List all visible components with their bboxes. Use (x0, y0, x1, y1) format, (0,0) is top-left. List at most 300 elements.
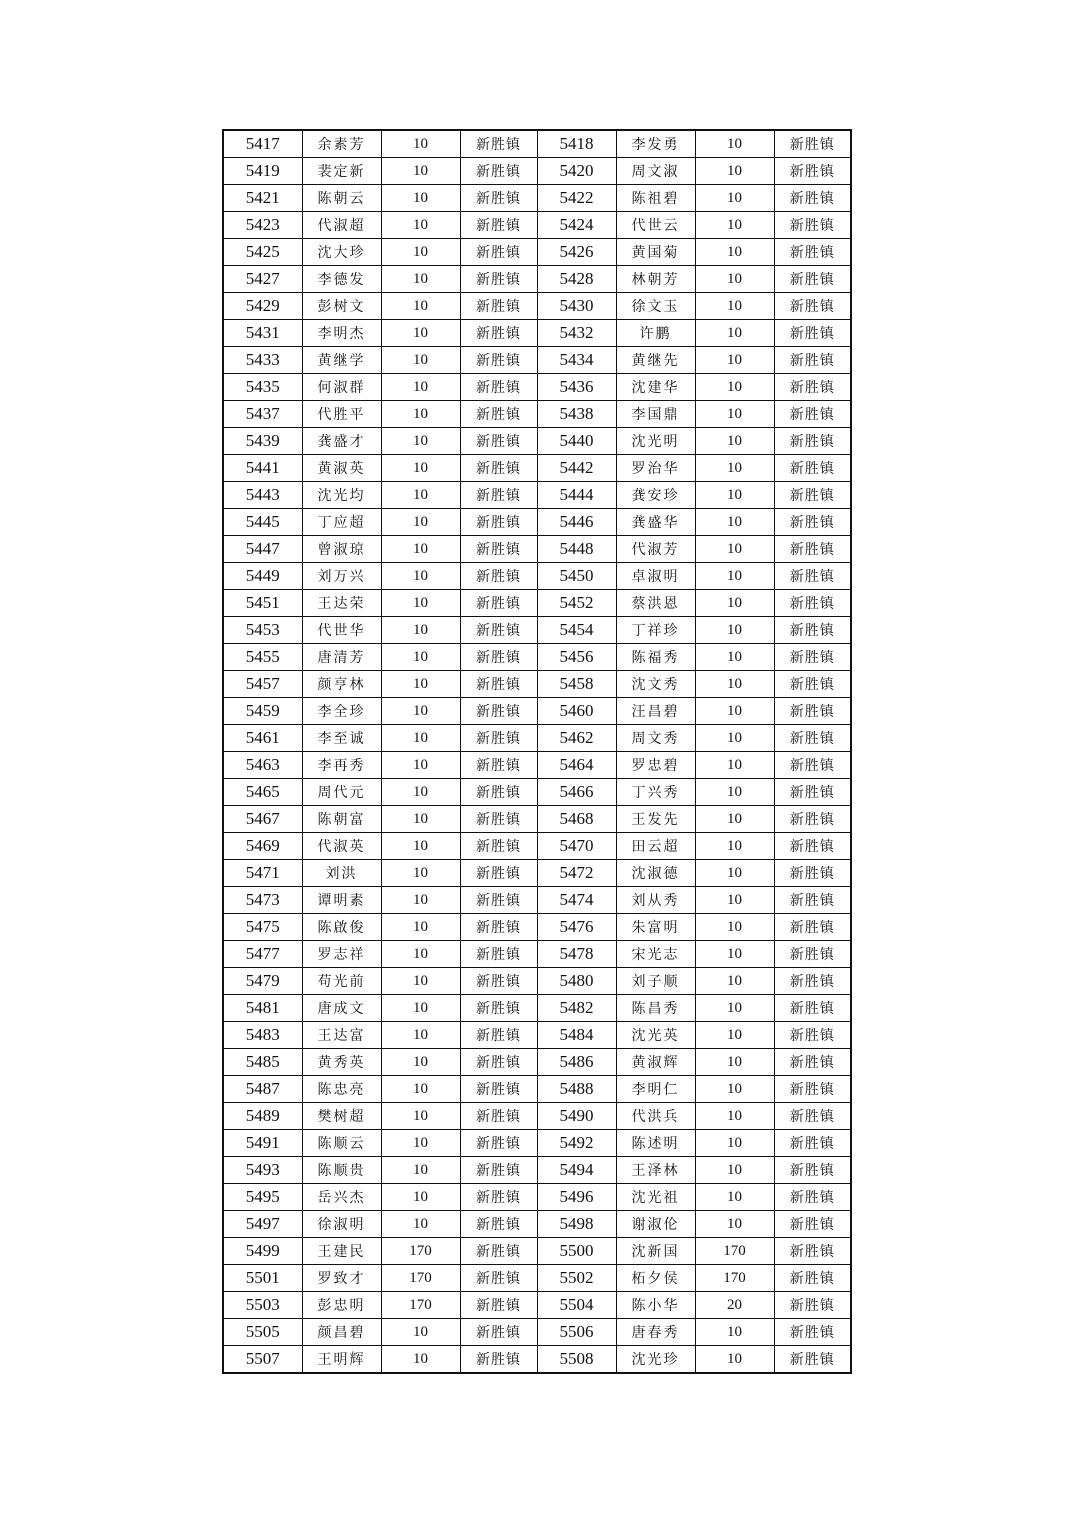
town-name-cell: 新胜镇 (774, 536, 851, 563)
record-number-cell: 5474 (537, 887, 616, 914)
town-name-cell: 新胜镇 (774, 1049, 851, 1076)
amount-cell: 10 (381, 509, 460, 536)
record-number-cell: 5423 (223, 212, 302, 239)
record-number-cell: 5488 (537, 1076, 616, 1103)
person-name-cell: 苟光前 (302, 968, 381, 995)
record-number-cell: 5491 (223, 1130, 302, 1157)
record-number-cell: 5436 (537, 374, 616, 401)
record-number-cell: 5441 (223, 455, 302, 482)
amount-cell: 10 (695, 1049, 774, 1076)
record-number-cell: 5440 (537, 428, 616, 455)
amount-cell: 10 (381, 374, 460, 401)
person-name-cell: 李至诚 (302, 725, 381, 752)
town-name-cell: 新胜镇 (774, 1130, 851, 1157)
record-number-cell: 5493 (223, 1157, 302, 1184)
town-name-cell: 新胜镇 (460, 887, 537, 914)
person-name-cell: 刘万兴 (302, 563, 381, 590)
person-name-cell: 曾淑琼 (302, 536, 381, 563)
record-number-cell: 5497 (223, 1211, 302, 1238)
amount-cell: 10 (695, 590, 774, 617)
table-row (223, 1265, 851, 1292)
record-number-cell: 5481 (223, 995, 302, 1022)
person-name-cell: 何淑群 (302, 374, 381, 401)
record-number-cell: 5460 (537, 698, 616, 725)
person-name-cell: 李发勇 (616, 130, 695, 158)
record-number-cell: 5438 (537, 401, 616, 428)
record-number-cell: 5457 (223, 671, 302, 698)
person-name-cell: 陈小华 (616, 1292, 695, 1319)
person-name-cell: 颜昌碧 (302, 1319, 381, 1346)
record-number-cell: 5494 (537, 1157, 616, 1184)
town-name-cell: 新胜镇 (774, 374, 851, 401)
person-name-cell: 陈祖碧 (616, 185, 695, 212)
town-name-cell: 新胜镇 (774, 1157, 851, 1184)
record-number-cell: 5490 (537, 1103, 616, 1130)
amount-cell: 170 (381, 1292, 460, 1319)
town-name-cell: 新胜镇 (460, 158, 537, 185)
amount-cell: 10 (381, 185, 460, 212)
town-name-cell: 新胜镇 (460, 482, 537, 509)
person-name-cell: 唐成文 (302, 995, 381, 1022)
town-name-cell: 新胜镇 (774, 914, 851, 941)
person-name-cell: 陈昌秀 (616, 995, 695, 1022)
person-name-cell: 岳兴杰 (302, 1184, 381, 1211)
table-row (223, 1022, 851, 1049)
table-row (223, 1346, 851, 1374)
town-name-cell: 新胜镇 (460, 1157, 537, 1184)
person-name-cell: 罗志祥 (302, 941, 381, 968)
person-name-cell: 龚安珍 (616, 482, 695, 509)
town-name-cell: 新胜镇 (774, 212, 851, 239)
amount-cell: 10 (695, 1022, 774, 1049)
record-number-cell: 5473 (223, 887, 302, 914)
record-number-cell: 5507 (223, 1346, 302, 1374)
table-row (223, 1076, 851, 1103)
record-number-cell: 5466 (537, 779, 616, 806)
table-row (223, 995, 851, 1022)
amount-cell: 10 (381, 941, 460, 968)
person-name-cell: 李明仁 (616, 1076, 695, 1103)
table-row (223, 347, 851, 374)
amount-cell: 10 (381, 671, 460, 698)
amount-cell: 10 (381, 1103, 460, 1130)
record-number-cell: 5458 (537, 671, 616, 698)
town-name-cell: 新胜镇 (460, 995, 537, 1022)
amount-cell: 10 (695, 563, 774, 590)
record-number-cell: 5432 (537, 320, 616, 347)
table-row (223, 1130, 851, 1157)
town-name-cell: 新胜镇 (460, 941, 537, 968)
amount-cell: 10 (381, 779, 460, 806)
person-name-cell: 代世云 (616, 212, 695, 239)
town-name-cell: 新胜镇 (460, 1130, 537, 1157)
amount-cell: 10 (695, 644, 774, 671)
record-number-cell: 5465 (223, 779, 302, 806)
person-name-cell: 丁祥珍 (616, 617, 695, 644)
amount-cell: 10 (695, 185, 774, 212)
town-name-cell: 新胜镇 (460, 968, 537, 995)
record-number-cell: 5452 (537, 590, 616, 617)
amount-cell: 10 (381, 995, 460, 1022)
amount-cell: 10 (381, 698, 460, 725)
amount-cell: 10 (381, 130, 460, 158)
amount-cell: 10 (695, 1211, 774, 1238)
person-name-cell: 颜亨林 (302, 671, 381, 698)
amount-cell: 10 (695, 995, 774, 1022)
town-name-cell: 新胜镇 (460, 914, 537, 941)
person-name-cell: 李再秀 (302, 752, 381, 779)
amount-cell: 170 (695, 1238, 774, 1265)
person-name-cell: 沈大珍 (302, 239, 381, 266)
town-name-cell: 新胜镇 (460, 1265, 537, 1292)
amount-cell: 10 (695, 725, 774, 752)
person-name-cell: 蔡洪恩 (616, 590, 695, 617)
town-name-cell: 新胜镇 (774, 239, 851, 266)
record-number-cell: 5506 (537, 1319, 616, 1346)
roster-table (222, 129, 852, 1374)
table-row (223, 1238, 851, 1265)
town-name-cell: 新胜镇 (774, 833, 851, 860)
amount-cell: 10 (381, 401, 460, 428)
record-number-cell: 5456 (537, 644, 616, 671)
amount-cell: 10 (381, 239, 460, 266)
record-number-cell: 5467 (223, 806, 302, 833)
record-number-cell: 5421 (223, 185, 302, 212)
person-name-cell: 罗治华 (616, 455, 695, 482)
person-name-cell: 王达荣 (302, 590, 381, 617)
town-name-cell: 新胜镇 (774, 887, 851, 914)
town-name-cell: 新胜镇 (460, 401, 537, 428)
person-name-cell: 黄国菊 (616, 239, 695, 266)
record-number-cell: 5453 (223, 617, 302, 644)
person-name-cell: 沈淑德 (616, 860, 695, 887)
table-row (223, 1184, 851, 1211)
town-name-cell: 新胜镇 (774, 1022, 851, 1049)
record-number-cell: 5419 (223, 158, 302, 185)
record-number-cell: 5487 (223, 1076, 302, 1103)
person-name-cell: 刘从秀 (616, 887, 695, 914)
record-number-cell: 5472 (537, 860, 616, 887)
table-row (223, 1211, 851, 1238)
town-name-cell: 新胜镇 (460, 1076, 537, 1103)
person-name-cell: 陈顺云 (302, 1130, 381, 1157)
amount-cell: 10 (695, 1076, 774, 1103)
person-name-cell: 林朝芳 (616, 266, 695, 293)
town-name-cell: 新胜镇 (774, 401, 851, 428)
town-name-cell: 新胜镇 (460, 212, 537, 239)
town-name-cell: 新胜镇 (460, 239, 537, 266)
record-number-cell: 5459 (223, 698, 302, 725)
amount-cell: 10 (381, 914, 460, 941)
record-number-cell: 5461 (223, 725, 302, 752)
record-number-cell: 5501 (223, 1265, 302, 1292)
amount-cell: 10 (695, 239, 774, 266)
person-name-cell: 黄淑辉 (616, 1049, 695, 1076)
person-name-cell: 沈光祖 (616, 1184, 695, 1211)
record-number-cell: 5480 (537, 968, 616, 995)
town-name-cell: 新胜镇 (460, 428, 537, 455)
record-number-cell: 5477 (223, 941, 302, 968)
amount-cell: 10 (695, 671, 774, 698)
record-number-cell: 5496 (537, 1184, 616, 1211)
person-name-cell: 彭忠明 (302, 1292, 381, 1319)
record-number-cell: 5444 (537, 482, 616, 509)
amount-cell: 10 (695, 1319, 774, 1346)
table-row (223, 509, 851, 536)
amount-cell: 10 (381, 347, 460, 374)
table-row (223, 644, 851, 671)
person-name-cell: 许鹏 (616, 320, 695, 347)
table-row (223, 482, 851, 509)
table-row (223, 130, 851, 158)
amount-cell: 10 (381, 590, 460, 617)
person-name-cell: 刘洪 (302, 860, 381, 887)
town-name-cell: 新胜镇 (774, 941, 851, 968)
town-name-cell: 新胜镇 (460, 130, 537, 158)
person-name-cell: 沈光珍 (616, 1346, 695, 1374)
town-name-cell: 新胜镇 (774, 428, 851, 455)
town-name-cell: 新胜镇 (774, 130, 851, 158)
record-number-cell: 5485 (223, 1049, 302, 1076)
town-name-cell: 新胜镇 (774, 509, 851, 536)
table-row (223, 239, 851, 266)
record-number-cell: 5439 (223, 428, 302, 455)
person-name-cell: 谭明素 (302, 887, 381, 914)
record-number-cell: 5431 (223, 320, 302, 347)
table-row (223, 860, 851, 887)
town-name-cell: 新胜镇 (774, 1103, 851, 1130)
amount-cell: 10 (381, 563, 460, 590)
amount-cell: 10 (695, 212, 774, 239)
town-name-cell: 新胜镇 (774, 671, 851, 698)
table-row (223, 590, 851, 617)
table-row (223, 698, 851, 725)
amount-cell: 10 (381, 158, 460, 185)
amount-cell: 10 (695, 617, 774, 644)
amount-cell: 10 (381, 1130, 460, 1157)
record-number-cell: 5449 (223, 563, 302, 590)
person-name-cell: 陈朝富 (302, 806, 381, 833)
town-name-cell: 新胜镇 (460, 1292, 537, 1319)
person-name-cell: 罗忠碧 (616, 752, 695, 779)
person-name-cell: 田云超 (616, 833, 695, 860)
record-number-cell: 5503 (223, 1292, 302, 1319)
table-row (223, 1292, 851, 1319)
town-name-cell: 新胜镇 (774, 563, 851, 590)
town-name-cell: 新胜镇 (774, 1076, 851, 1103)
person-name-cell: 李明杰 (302, 320, 381, 347)
town-name-cell: 新胜镇 (460, 320, 537, 347)
record-number-cell: 5429 (223, 293, 302, 320)
table-row (223, 536, 851, 563)
town-name-cell: 新胜镇 (774, 590, 851, 617)
record-number-cell: 5483 (223, 1022, 302, 1049)
record-number-cell: 5433 (223, 347, 302, 374)
person-name-cell: 代洪兵 (616, 1103, 695, 1130)
amount-cell: 10 (381, 320, 460, 347)
person-name-cell: 彭树文 (302, 293, 381, 320)
person-name-cell: 沈光明 (616, 428, 695, 455)
person-name-cell: 王发先 (616, 806, 695, 833)
table-row (223, 806, 851, 833)
record-number-cell: 5495 (223, 1184, 302, 1211)
person-name-cell: 柘夕侯 (616, 1265, 695, 1292)
town-name-cell: 新胜镇 (460, 509, 537, 536)
person-name-cell: 刘子顺 (616, 968, 695, 995)
amount-cell: 10 (381, 1211, 460, 1238)
table-row (223, 671, 851, 698)
amount-cell: 10 (695, 266, 774, 293)
record-number-cell: 5455 (223, 644, 302, 671)
record-number-cell: 5434 (537, 347, 616, 374)
person-name-cell: 余素芳 (302, 130, 381, 158)
person-name-cell: 唐清芳 (302, 644, 381, 671)
town-name-cell: 新胜镇 (460, 374, 537, 401)
record-number-cell: 5454 (537, 617, 616, 644)
table-row (223, 1319, 851, 1346)
person-name-cell: 徐文玉 (616, 293, 695, 320)
person-name-cell: 陈朝云 (302, 185, 381, 212)
person-name-cell: 朱富明 (616, 914, 695, 941)
amount-cell: 10 (381, 1076, 460, 1103)
record-number-cell: 5500 (537, 1238, 616, 1265)
record-number-cell: 5446 (537, 509, 616, 536)
table-row (223, 617, 851, 644)
record-number-cell: 5442 (537, 455, 616, 482)
amount-cell: 10 (695, 887, 774, 914)
record-number-cell: 5484 (537, 1022, 616, 1049)
amount-cell: 10 (381, 887, 460, 914)
town-name-cell: 新胜镇 (460, 779, 537, 806)
person-name-cell: 丁应超 (302, 509, 381, 536)
town-name-cell: 新胜镇 (460, 1184, 537, 1211)
town-name-cell: 新胜镇 (460, 1238, 537, 1265)
table-row (223, 779, 851, 806)
town-name-cell: 新胜镇 (460, 455, 537, 482)
town-name-cell: 新胜镇 (774, 1346, 851, 1374)
person-name-cell: 代淑芳 (616, 536, 695, 563)
person-name-cell: 黄秀英 (302, 1049, 381, 1076)
person-name-cell: 李德发 (302, 266, 381, 293)
town-name-cell: 新胜镇 (774, 779, 851, 806)
town-name-cell: 新胜镇 (774, 293, 851, 320)
person-name-cell: 唐春秀 (616, 1319, 695, 1346)
person-name-cell: 王泽林 (616, 1157, 695, 1184)
amount-cell: 10 (381, 1184, 460, 1211)
record-number-cell: 5508 (537, 1346, 616, 1374)
town-name-cell: 新胜镇 (460, 752, 537, 779)
town-name-cell: 新胜镇 (774, 1211, 851, 1238)
record-number-cell: 5471 (223, 860, 302, 887)
record-number-cell: 5422 (537, 185, 616, 212)
table-row (223, 428, 851, 455)
amount-cell: 10 (381, 1346, 460, 1374)
record-number-cell: 5450 (537, 563, 616, 590)
record-number-cell: 5479 (223, 968, 302, 995)
record-number-cell: 5470 (537, 833, 616, 860)
amount-cell: 10 (695, 914, 774, 941)
town-name-cell: 新胜镇 (460, 1049, 537, 1076)
amount-cell: 10 (695, 428, 774, 455)
amount-cell: 10 (695, 1157, 774, 1184)
amount-cell: 10 (381, 266, 460, 293)
person-name-cell: 陈述明 (616, 1130, 695, 1157)
town-name-cell: 新胜镇 (460, 725, 537, 752)
town-name-cell: 新胜镇 (460, 1319, 537, 1346)
person-name-cell: 丁兴秀 (616, 779, 695, 806)
record-number-cell: 5505 (223, 1319, 302, 1346)
record-number-cell: 5418 (537, 130, 616, 158)
record-number-cell: 5437 (223, 401, 302, 428)
person-name-cell: 黄继学 (302, 347, 381, 374)
person-name-cell: 黄淑英 (302, 455, 381, 482)
town-name-cell: 新胜镇 (774, 1292, 851, 1319)
table-row (223, 1103, 851, 1130)
town-name-cell: 新胜镇 (774, 995, 851, 1022)
town-name-cell: 新胜镇 (460, 1346, 537, 1374)
amount-cell: 10 (695, 698, 774, 725)
person-name-cell: 李国鼎 (616, 401, 695, 428)
person-name-cell: 李全珍 (302, 698, 381, 725)
amount-cell: 170 (381, 1238, 460, 1265)
amount-cell: 10 (695, 347, 774, 374)
record-number-cell: 5451 (223, 590, 302, 617)
town-name-cell: 新胜镇 (460, 617, 537, 644)
town-name-cell: 新胜镇 (774, 617, 851, 644)
record-number-cell: 5486 (537, 1049, 616, 1076)
table-row (223, 455, 851, 482)
amount-cell: 10 (695, 401, 774, 428)
record-number-cell: 5504 (537, 1292, 616, 1319)
person-name-cell: 代淑英 (302, 833, 381, 860)
person-name-cell: 王达富 (302, 1022, 381, 1049)
amount-cell: 10 (695, 509, 774, 536)
person-name-cell: 龚盛华 (616, 509, 695, 536)
record-number-cell: 5476 (537, 914, 616, 941)
record-number-cell: 5482 (537, 995, 616, 1022)
town-name-cell: 新胜镇 (774, 1319, 851, 1346)
amount-cell: 10 (381, 644, 460, 671)
amount-cell: 10 (695, 860, 774, 887)
town-name-cell: 新胜镇 (460, 536, 537, 563)
town-name-cell: 新胜镇 (774, 725, 851, 752)
amount-cell: 10 (381, 806, 460, 833)
record-number-cell: 5464 (537, 752, 616, 779)
table-row (223, 1157, 851, 1184)
table-row (223, 833, 851, 860)
record-number-cell: 5475 (223, 914, 302, 941)
town-name-cell: 新胜镇 (774, 320, 851, 347)
record-number-cell: 5435 (223, 374, 302, 401)
amount-cell: 10 (695, 1346, 774, 1374)
table-row (223, 320, 851, 347)
record-number-cell: 5468 (537, 806, 616, 833)
record-number-cell: 5489 (223, 1103, 302, 1130)
town-name-cell: 新胜镇 (774, 266, 851, 293)
record-number-cell: 5445 (223, 509, 302, 536)
roster-body (223, 130, 851, 1373)
record-number-cell: 5447 (223, 536, 302, 563)
person-name-cell: 沈光均 (302, 482, 381, 509)
person-name-cell: 黄继先 (616, 347, 695, 374)
person-name-cell: 罗致才 (302, 1265, 381, 1292)
person-name-cell: 陈啟俊 (302, 914, 381, 941)
town-name-cell: 新胜镇 (460, 590, 537, 617)
town-name-cell: 新胜镇 (774, 698, 851, 725)
town-name-cell: 新胜镇 (460, 1022, 537, 1049)
amount-cell: 10 (695, 374, 774, 401)
amount-cell: 10 (381, 1049, 460, 1076)
